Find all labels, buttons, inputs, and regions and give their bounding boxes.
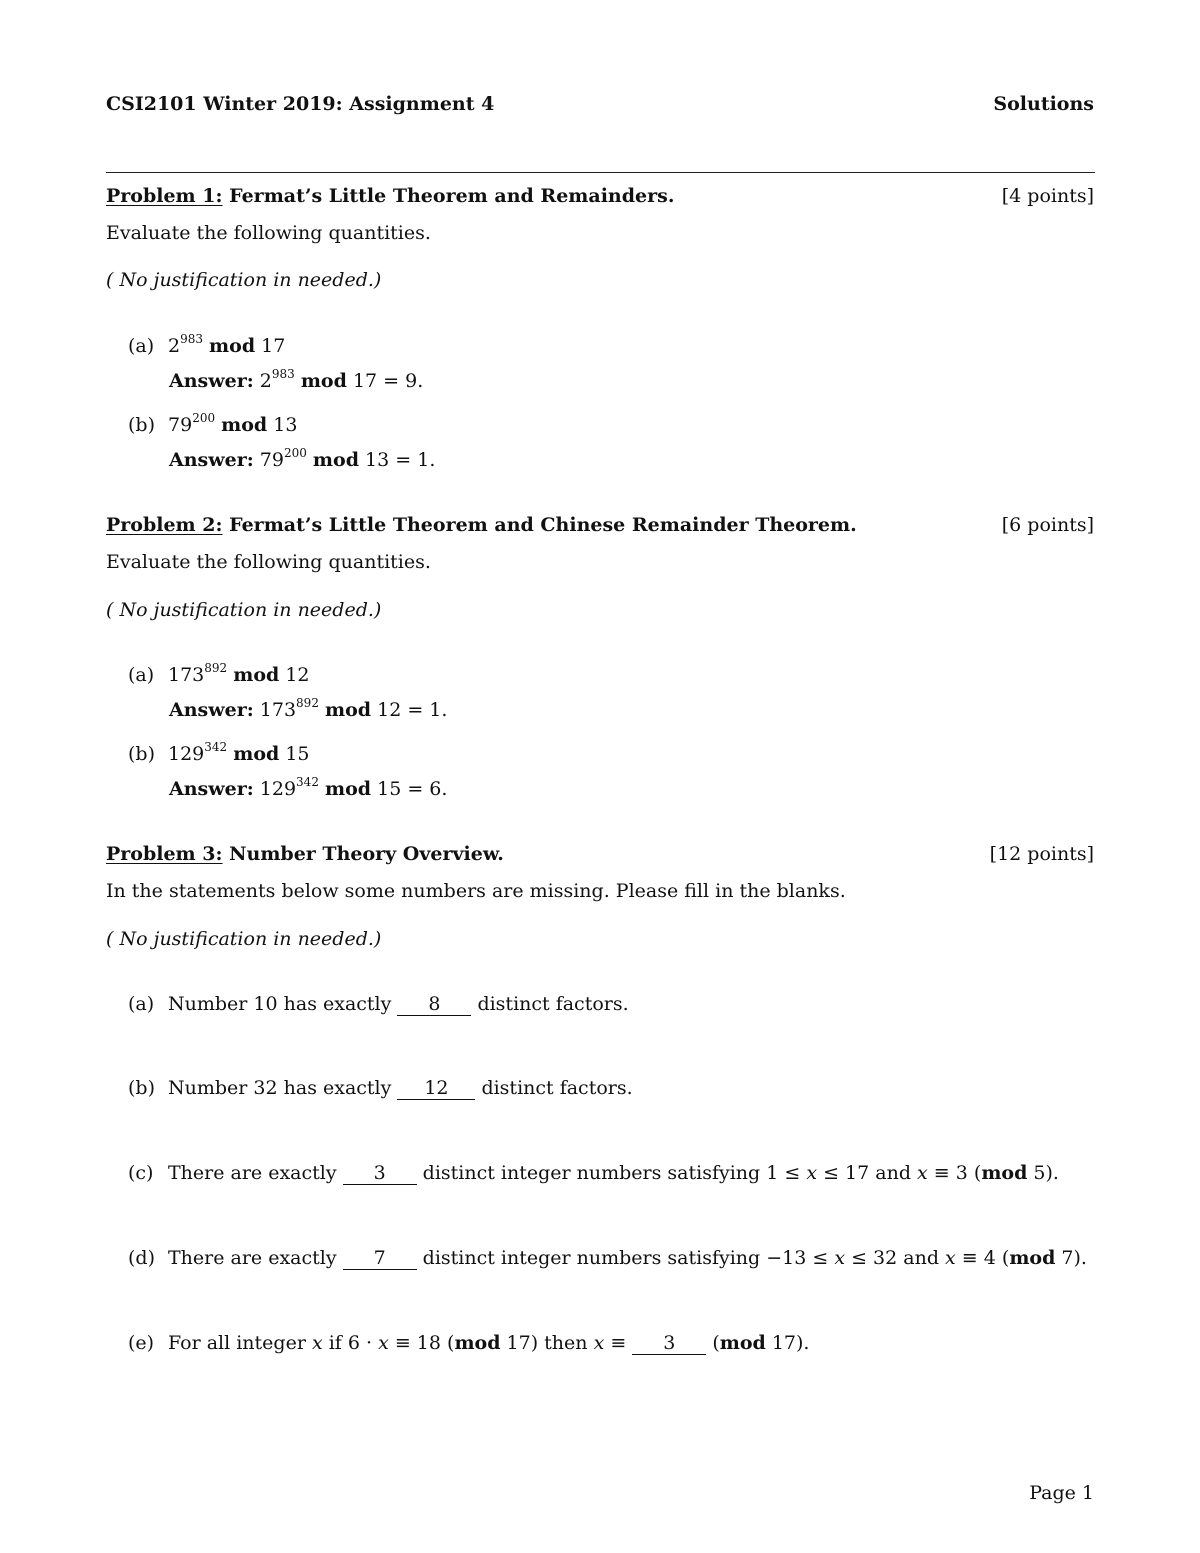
fill-in-blank: 12: [397, 1079, 475, 1100]
base: 173: [168, 664, 205, 686]
item-text: if 6 ·: [322, 1332, 379, 1354]
problem-3-item-e: [128, 1334, 809, 1355]
item-text: There are exactly: [168, 1247, 343, 1269]
exponent: 983: [271, 366, 295, 381]
base: 129: [168, 743, 205, 765]
fill-in-blank: 3: [343, 1164, 417, 1185]
problem-3-item-a: [128, 995, 629, 1016]
base: 173: [259, 699, 297, 721]
problem-2-part-a: [128, 660, 310, 686]
part-label: (a): [128, 335, 155, 357]
problem-1-points: [4 points]: [1001, 185, 1094, 207]
answer-result: = 9.: [383, 370, 424, 392]
item-text: distinct factors.: [475, 1077, 633, 1099]
fill-in-blank: 3: [632, 1334, 706, 1355]
problem-2-heading: [106, 516, 857, 535]
math-variable: x: [917, 1162, 928, 1184]
math-variable: x: [593, 1332, 605, 1354]
item-text: distinct integer numbers satisfying −13 ≤: [416, 1247, 835, 1269]
mod-keyword: mod: [454, 1332, 501, 1354]
mod-keyword: mod: [233, 743, 280, 765]
base: 2: [168, 335, 181, 357]
problem-3-item-c: [128, 1164, 1059, 1185]
problem-2-instruction: Evaluate the following quantities.: [106, 551, 431, 573]
fill-in-blank: 8: [397, 995, 471, 1016]
item-text: ≤ 17 and: [817, 1162, 918, 1184]
problem-3-note: ( No justification in needed.): [106, 928, 382, 950]
mod-keyword: mod: [300, 370, 347, 392]
item-text: ≡: [604, 1332, 633, 1354]
item-text: For all integer: [168, 1332, 312, 1354]
answer-result: = 6.: [407, 778, 448, 800]
item-text: 17).: [765, 1332, 810, 1354]
exponent: 983: [180, 331, 203, 346]
problem-1-answer-a: [169, 366, 424, 392]
mod-keyword: mod: [325, 699, 372, 721]
modulus: 13: [365, 449, 390, 471]
modulus: 12: [377, 699, 402, 721]
problem-2-answer-a: [169, 695, 448, 721]
problem-2-title: Fermat’s Little Theorem and Chinese Remainder Theorem.: [229, 514, 857, 536]
problem-1-heading: [106, 187, 674, 206]
math-variable: x: [378, 1332, 389, 1354]
modulus: 17: [352, 370, 378, 392]
item-label: (b): [128, 1077, 155, 1099]
item-label: (a): [128, 993, 155, 1015]
problem-3-prefix: Problem 3:: [106, 843, 223, 865]
exponent: 200: [192, 410, 216, 425]
answer-result: = 1.: [395, 449, 436, 471]
mod-keyword: mod: [312, 449, 359, 471]
base: 79: [259, 449, 284, 471]
modulus: 15: [285, 743, 310, 765]
item-text: Number 32 has exactly: [168, 1077, 398, 1099]
exponent: 892: [204, 660, 228, 675]
problem-1-prefix: Problem 1:: [106, 185, 223, 207]
mod-keyword: mod: [719, 1332, 766, 1354]
math-variable: x: [834, 1247, 846, 1269]
item-text: distinct factors.: [471, 993, 629, 1015]
modulus: 12: [285, 664, 310, 686]
exponent: 892: [296, 695, 319, 710]
mod-keyword: mod: [233, 664, 280, 686]
problem-2-part-b: [128, 739, 310, 765]
problem-2-prefix: Problem 2:: [106, 514, 223, 536]
math-variable: x: [806, 1162, 818, 1184]
part-label: (b): [128, 414, 155, 436]
math-variable: x: [311, 1332, 323, 1354]
item-text: ≡ 3 (: [927, 1162, 982, 1184]
item-text: ≡ 4 (: [955, 1247, 1010, 1269]
base: 129: [259, 778, 297, 800]
item-label: (d): [128, 1247, 155, 1269]
mod-keyword: mod: [1009, 1247, 1056, 1269]
problem-2-answer-b: [169, 774, 448, 800]
problem-1-note: ( No justification in needed.): [106, 269, 382, 291]
exponent: 342: [204, 739, 228, 754]
item-label: (e): [128, 1332, 155, 1354]
fill-in-blank: 7: [343, 1249, 417, 1270]
item-text: 7).: [1055, 1247, 1087, 1269]
problem-1-part-a: [128, 331, 286, 357]
modulus: 17: [261, 335, 286, 357]
problem-3-item-b: [128, 1079, 633, 1100]
item-text: 5).: [1027, 1162, 1059, 1184]
problem-3-instruction: In the statements below some numbers are missing. Please fill in the blanks.: [106, 880, 846, 902]
item-text: ≡ 18 (: [388, 1332, 455, 1354]
part-label: (b): [128, 743, 155, 765]
answer-label: Answer:: [169, 370, 254, 392]
modulus: 13: [273, 414, 298, 436]
item-text: 17) then: [500, 1332, 594, 1354]
header-divider: [106, 172, 1095, 173]
modulus: 15: [377, 778, 402, 800]
mod-keyword: mod: [981, 1162, 1028, 1184]
answer-label: Answer:: [169, 778, 254, 800]
problem-2-note: ( No justification in needed.): [106, 599, 382, 621]
item-text: distinct integer numbers satisfying 1 ≤: [416, 1162, 807, 1184]
solutions-label: Solutions: [993, 93, 1094, 115]
mod-keyword: mod: [221, 414, 268, 436]
item-text: (: [706, 1332, 720, 1354]
part-label: (a): [128, 664, 155, 686]
page-number: Page 1: [1029, 1482, 1094, 1504]
problem-3-heading: [106, 845, 504, 864]
item-text: There are exactly: [168, 1162, 343, 1184]
problem-3-item-d: [128, 1249, 1087, 1270]
problem-3-title: Number Theory Overview.: [229, 843, 504, 865]
mod-keyword: mod: [325, 778, 372, 800]
course-title: CSI2101 Winter 2019: Assignment 4: [106, 93, 495, 115]
problem-1-answer-b: [169, 445, 436, 471]
base: 79: [168, 414, 193, 436]
answer-label: Answer:: [169, 449, 254, 471]
math-variable: x: [945, 1247, 956, 1269]
problem-3-points: [12 points]: [989, 843, 1094, 865]
answer-result: = 1.: [407, 699, 448, 721]
exponent: 342: [296, 774, 319, 789]
base: 2: [259, 370, 272, 392]
problem-1-instruction: Evaluate the following quantities.: [106, 222, 431, 244]
problem-1-part-b: [128, 410, 298, 436]
exponent: 200: [283, 445, 307, 460]
problem-2-points: [6 points]: [1001, 514, 1094, 536]
item-text: Number 10 has exactly: [168, 993, 398, 1015]
mod-keyword: mod: [209, 335, 256, 357]
item-label: (c): [128, 1162, 154, 1184]
item-text: ≤ 32 and: [845, 1247, 946, 1269]
answer-label: Answer:: [169, 699, 254, 721]
problem-1-title: Fermat’s Little Theorem and Remainders.: [229, 185, 675, 207]
